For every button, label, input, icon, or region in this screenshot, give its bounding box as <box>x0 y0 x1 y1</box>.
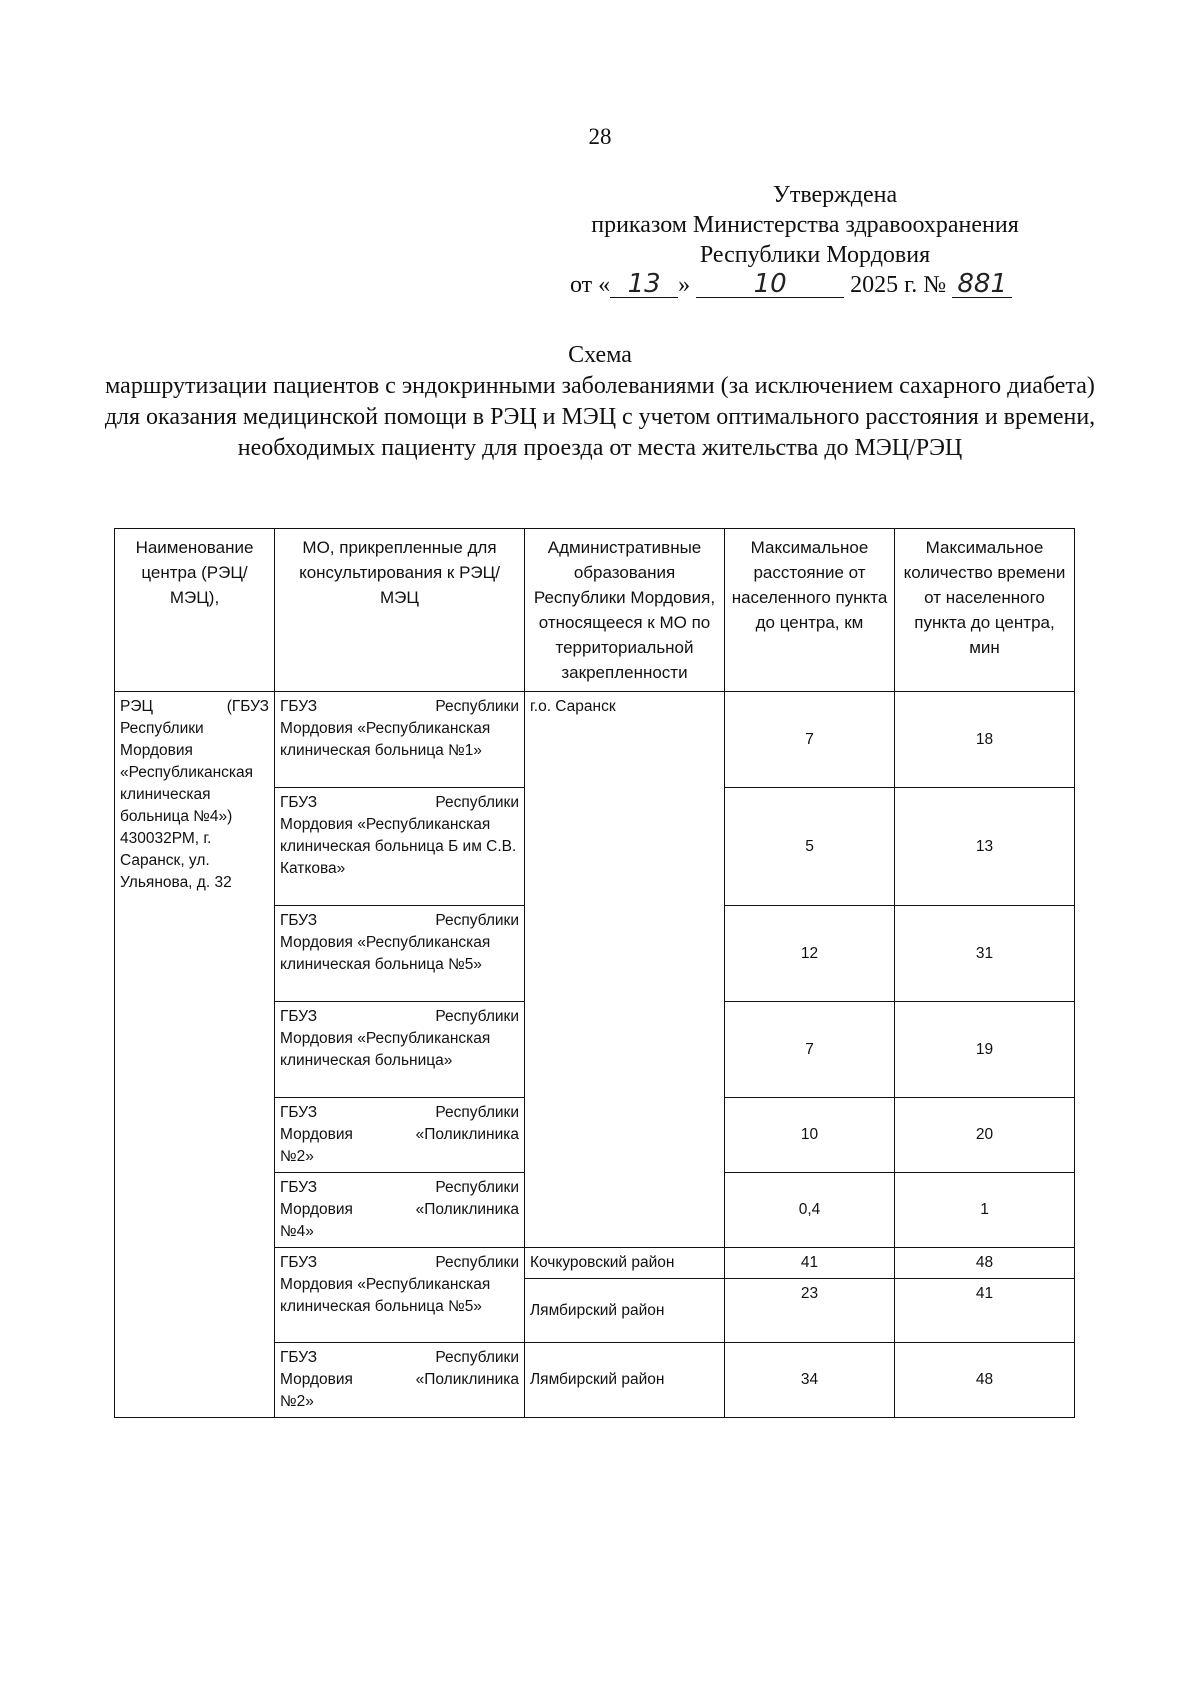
time-cell: 20 <box>895 1098 1075 1173</box>
mo-cell <box>275 1173 525 1248</box>
distance-cell: 41 <box>725 1248 895 1279</box>
mo-word-2: Республики <box>435 1254 519 1271</box>
table-header-row <box>115 529 1075 692</box>
time-cell: 1 <box>895 1173 1075 1248</box>
mo-word-1: ГБУЗ <box>280 1349 318 1366</box>
mo-word-1: ГБУЗ <box>280 1104 318 1121</box>
mo-word-2: Республики <box>435 794 519 811</box>
handwritten-day: 13 <box>610 271 678 298</box>
table-row <box>115 692 1075 788</box>
mo-rest: №2» <box>280 1148 314 1165</box>
document-title <box>90 340 1110 464</box>
mo-word-4: «Поликлиника <box>415 1126 519 1143</box>
distance-cell: 23 <box>725 1279 895 1343</box>
approval-line-1: Утверждена <box>772 182 898 208</box>
center-rest: Республики Мордовия «Республиканская клиническая больница №4») 430032РМ, г. Саранск, ул. Ульянова, д. 32 <box>120 720 254 891</box>
mo-cell <box>275 692 525 788</box>
mo-word-2: Республики <box>435 912 519 929</box>
header-distance: Максимальное расстояние от населенного пункта до центра, км <box>725 529 895 692</box>
mo-word-1: ГБУЗ <box>280 794 318 811</box>
mo-rest: Мордовия «Республиканская клиническая больница №5» <box>280 934 491 973</box>
title-heading: Схема <box>568 342 632 368</box>
distance-cell: 0,4 <box>725 1173 895 1248</box>
mo-word-3: Мордовия <box>280 1201 353 1218</box>
mo-word-2: Республики <box>435 1104 519 1121</box>
mo-cell <box>275 788 525 906</box>
mo-cell <box>275 1098 525 1173</box>
area-cell: Лямбирский район <box>525 1279 725 1343</box>
header-time: Максимальное количество времени от населенного пункта до центра, мин <box>895 529 1075 692</box>
center-cell <box>115 692 275 1418</box>
mo-word-1: ГБУЗ <box>280 1254 318 1271</box>
mo-rest: Мордовия «Республиканская клиническая больница №1» <box>280 720 491 759</box>
header-admin: Административные образования Республики Мордовия, относящееся к МО по территориальной закрепленности <box>525 529 725 692</box>
mo-cell <box>275 906 525 1002</box>
mo-rest: Мордовия «Республиканская клиническая больница Б им С.В. Каткова» <box>280 816 517 877</box>
center-word-2: (ГБУЗ <box>226 698 269 715</box>
title-body: маршрутизации пациентов с эндокринными заболеваниями (за исключением сахарного диабета) для оказания медицинской помощи в РЭЦ и МЭЦ с учетом оптимального расстояния и времени, необходимых пациенту для проезда от места жительства до МЭЦ/РЭЦ <box>104 373 1096 461</box>
date-prefix: от « <box>570 272 611 298</box>
approval-line-3: Республики Мордовия <box>699 242 931 268</box>
approval-block <box>540 180 1070 300</box>
mo-word-4: «Поликлиника <box>415 1371 519 1388</box>
center-word-1: РЭЦ <box>120 698 153 715</box>
page-number: 28 <box>588 124 612 149</box>
time-cell: 48 <box>895 1343 1075 1418</box>
routing-table <box>114 528 1075 1418</box>
mo-word-2: Республики <box>435 1349 519 1366</box>
mo-word-1: ГБУЗ <box>280 1008 318 1025</box>
time-cell: 31 <box>895 906 1075 1002</box>
mo-cell <box>275 1248 525 1343</box>
distance-cell: 5 <box>725 788 895 906</box>
handwritten-order-number: 881 <box>952 271 1012 298</box>
mo-word-1: ГБУЗ <box>280 912 318 929</box>
time-cell: 48 <box>895 1248 1075 1279</box>
mo-rest: №4» <box>280 1223 314 1240</box>
distance-cell: 7 <box>725 692 895 788</box>
mo-rest: Мордовия «Республиканская клиническая больница» <box>280 1030 491 1069</box>
date-quote-close: » <box>678 272 691 298</box>
mo-cell <box>275 1343 525 1418</box>
mo-word-1: ГБУЗ <box>280 1179 318 1196</box>
mo-rest: №2» <box>280 1393 314 1410</box>
mo-word-4: «Поликлиника <box>415 1201 519 1218</box>
mo-word-3: Мордовия <box>280 1371 353 1388</box>
area-cell: г.о. Саранск <box>525 692 725 1248</box>
approval-date-line <box>540 270 1070 300</box>
date-year: 2025 г. № <box>850 272 947 298</box>
approval-line-2: приказом Министерства здравоохранения <box>591 212 1019 238</box>
mo-rest: Мордовия «Республиканская клиническая больница №5» <box>280 1276 491 1315</box>
area-cell: Лямбирский район <box>525 1343 725 1418</box>
mo-word-2: Республики <box>435 1008 519 1025</box>
distance-cell: 7 <box>725 1002 895 1098</box>
distance-cell: 10 <box>725 1098 895 1173</box>
mo-cell <box>275 1002 525 1098</box>
header-center: Наименование центра (РЭЦ/МЭЦ), <box>115 529 275 692</box>
area-cell: Кочкуровский район <box>525 1248 725 1279</box>
mo-word-2: Республики <box>435 1179 519 1196</box>
distance-cell: 12 <box>725 906 895 1002</box>
time-cell: 19 <box>895 1002 1075 1098</box>
handwritten-month: 10 <box>696 271 844 298</box>
time-cell: 41 <box>895 1279 1075 1343</box>
header-mo: МО, прикрепленные для консультирования к РЭЦ/МЭЦ <box>275 529 525 692</box>
distance-cell: 34 <box>725 1343 895 1418</box>
time-cell: 13 <box>895 788 1075 906</box>
time-cell: 18 <box>895 692 1075 788</box>
mo-word-3: Мордовия <box>280 1126 353 1143</box>
mo-word-1: ГБУЗ <box>280 698 318 715</box>
mo-word-2: Республики <box>435 698 519 715</box>
